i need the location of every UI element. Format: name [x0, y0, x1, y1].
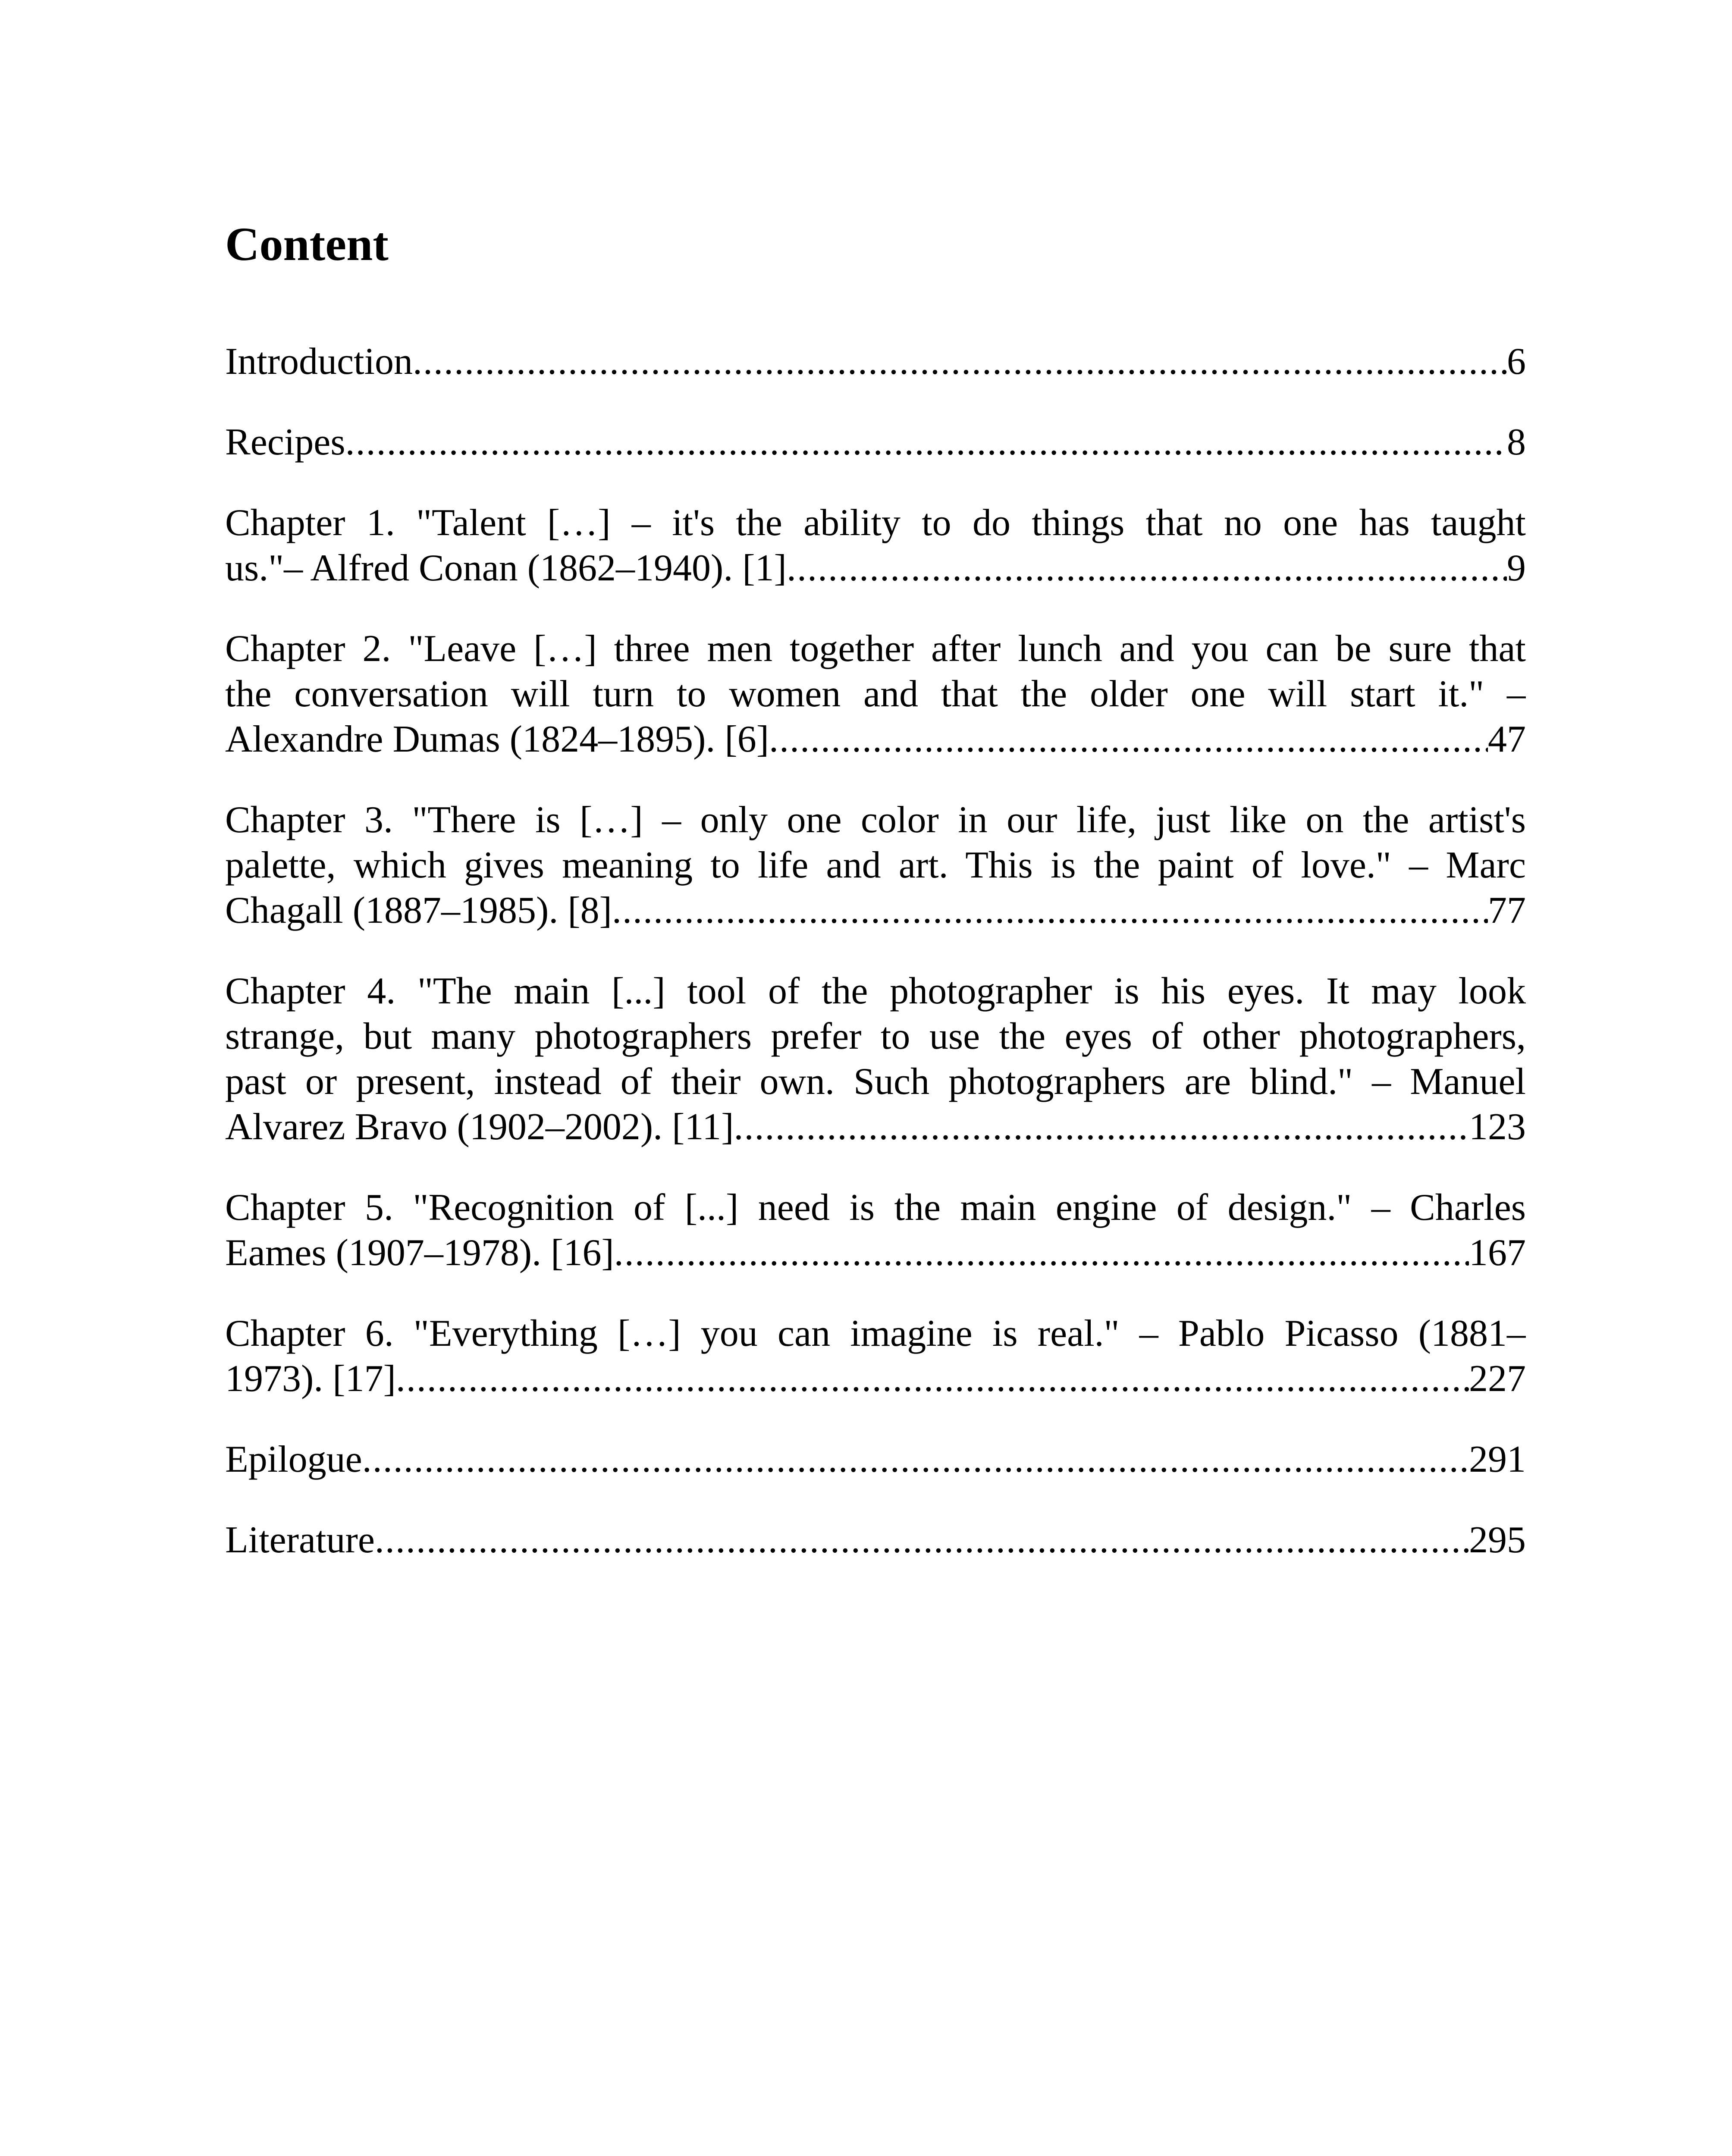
toc-leader-dots — [362, 1437, 1469, 1482]
toc-entry-line — [225, 420, 1526, 465]
toc-entry-title-line: the conversation will turn to women and that the older one will start it." – — [225, 673, 1526, 715]
toc-page-number: 47 — [1488, 718, 1526, 760]
toc-entry-title-line: Chapter 3. "There is […] – only one color in our life, just like on the artist's — [225, 799, 1526, 841]
toc-leader-dots — [734, 1104, 1469, 1150]
toc-entry-title-line: palette, which gives meaning to life and art. This is the paint of love." – Marc — [225, 844, 1526, 886]
toc-entry-line — [225, 1356, 1526, 1401]
toc-entry-title: Eames (1907–1978). [16] — [225, 1232, 614, 1274]
toc-leader-dots — [345, 420, 1507, 465]
page-title: Content — [225, 218, 389, 270]
toc-entry-line — [225, 545, 1526, 591]
toc-page-number: 123 — [1469, 1106, 1526, 1148]
toc-entry-title: Literature — [225, 1519, 375, 1561]
toc-entry-title: 1973). [17] — [225, 1358, 396, 1400]
toc-leader-dots — [769, 717, 1488, 762]
toc-entry-line — [225, 339, 1526, 384]
toc-entry-line — [225, 888, 1526, 933]
toc-entry-line — [225, 1230, 1526, 1275]
toc-entry-title-line: Chapter 2. "Leave […] three men together after lunch and you can be sure that — [225, 628, 1526, 670]
toc-entry-title-line: Chapter 6. "Everything […] you can imagine is real." – Pablo Picasso (1881– — [225, 1313, 1526, 1354]
toc-entry-title: Alvarez Bravo (1902–2002). [11] — [225, 1106, 734, 1148]
toc-entry-chapter-4[interactable] — [225, 968, 1526, 1150]
toc-entry-recipes[interactable] — [225, 420, 1526, 465]
toc-page-number: 295 — [1469, 1519, 1526, 1561]
toc-entry-title-line: strange, but many photographers prefer to use the eyes of other photographers, — [225, 1015, 1526, 1057]
toc-entry-literature[interactable] — [225, 1517, 1526, 1563]
toc-entry-chapter-6[interactable] — [225, 1311, 1526, 1401]
toc-page-number: 8 — [1507, 421, 1526, 463]
toc-entry-introduction[interactable] — [225, 339, 1526, 384]
toc-entry-line — [225, 1517, 1526, 1563]
toc-entry-title: Chagall (1887–1985). [8] — [225, 890, 612, 931]
toc-page-number: 291 — [1469, 1438, 1526, 1480]
toc-entry-title: Epilogue — [225, 1438, 362, 1480]
toc-entry-line — [225, 717, 1526, 762]
toc-entry-title-line: Chapter 4. "The main [...] tool of the photographer is his eyes. It may look — [225, 970, 1526, 1012]
toc-entry-line — [225, 1437, 1526, 1482]
toc-leader-dots — [396, 1356, 1469, 1401]
toc-entry-epilogue[interactable] — [225, 1437, 1526, 1482]
toc-entry-chapter-5[interactable] — [225, 1185, 1526, 1275]
toc-leader-dots — [413, 339, 1507, 384]
toc-entry-title: Alexandre Dumas (1824–1895). [6] — [225, 718, 769, 760]
toc-leader-dots — [375, 1517, 1469, 1563]
toc-entry-chapter-2[interactable] — [225, 626, 1526, 762]
toc-page-number: 227 — [1469, 1358, 1526, 1400]
toc-page-number: 167 — [1469, 1232, 1526, 1274]
toc-leader-dots — [612, 888, 1488, 933]
toc-entry-title-line: Chapter 1. "Talent […] – it's the ability to do things that no one has taught — [225, 502, 1526, 544]
toc-entry-chapter-3[interactable] — [225, 797, 1526, 933]
toc-page-number: 77 — [1488, 890, 1526, 931]
toc-entry-chapter-1[interactable] — [225, 500, 1526, 591]
toc-entry-title-line: Chapter 5. "Recognition of [...] need is the main engine of design." – Charles — [225, 1187, 1526, 1228]
toc-page-number: 6 — [1507, 341, 1526, 382]
toc-leader-dots — [787, 545, 1507, 591]
toc-entry-title-line: past or present, instead of their own. Such photographers are blind." – Manuel — [225, 1061, 1526, 1103]
toc-entry-title: us."– Alfred Conan (1862–1940). [1] — [225, 547, 787, 589]
toc-leader-dots — [614, 1230, 1469, 1275]
toc-entry-title: Recipes — [225, 421, 345, 463]
table-of-contents — [225, 339, 1526, 1598]
toc-entry-title: Introduction — [225, 341, 413, 382]
toc-entry-line — [225, 1104, 1526, 1150]
toc-page-number: 9 — [1507, 547, 1526, 589]
